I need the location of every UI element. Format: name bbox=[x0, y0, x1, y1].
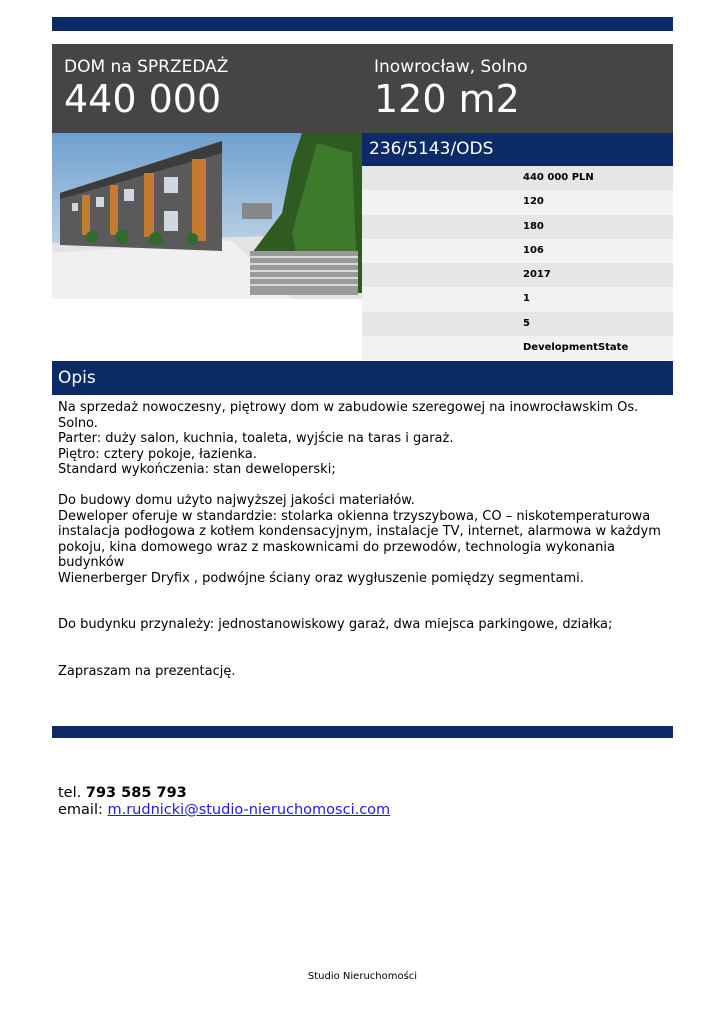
email-label: email: bbox=[58, 802, 103, 818]
description-heading: Opis bbox=[52, 361, 673, 395]
param-row: 106 bbox=[362, 239, 673, 263]
description-line: Standard wykończenia: stan deweloperski; bbox=[58, 462, 336, 477]
description-line: pokoju, kina domowego wraz z maskownicami do przewodów, technologia wykonania budynków bbox=[58, 539, 615, 570]
email-line bbox=[58, 802, 390, 819]
description-line: Do budynku przynależy: jednostanowiskowy garaż, dwa miejsca parkingowe, działka; bbox=[58, 617, 613, 632]
description-line: instalacja podłogowa z kotłem kondensacyjnym, instalacje TV, internet, alarmowa w każdym bbox=[58, 524, 661, 539]
phone-line bbox=[58, 785, 390, 802]
price: 440 000 bbox=[64, 77, 222, 121]
description-line: Parter: duży salon, kuchnia, toaleta, wyjście na taras i garaż. bbox=[58, 431, 454, 446]
top-accent-bar bbox=[52, 17, 673, 31]
header-right bbox=[374, 56, 528, 120]
param-row: 5 bbox=[362, 312, 673, 336]
phone-number[interactable]: 793 585 793 bbox=[85, 785, 187, 801]
email-link[interactable]: m.rudnicki@studio-nieruchomosci.com bbox=[107, 802, 391, 818]
parameters-table bbox=[362, 166, 673, 360]
param-row: DevelopmentState bbox=[362, 336, 673, 360]
header-left bbox=[64, 56, 228, 120]
location: Inowrocław, Solno bbox=[374, 57, 528, 77]
description-body bbox=[58, 400, 668, 679]
description-line: Piętro: cztery pokoje, łazienka. bbox=[58, 446, 257, 462]
offer-type: DOM na SPRZEDAŻ bbox=[64, 57, 229, 77]
param-row: 120 bbox=[362, 190, 673, 214]
description-line: Wienerberger Dryfix , podwójne ściany oraz wygłuszenie pomiędzy segmentami. bbox=[58, 570, 584, 586]
description-line: Zapraszam na prezentację. bbox=[58, 663, 236, 679]
area: 120 m2 bbox=[374, 77, 520, 121]
param-row: 2017 bbox=[362, 263, 673, 287]
param-row: 180 bbox=[362, 215, 673, 239]
param-row: 440 000 PLN bbox=[362, 166, 673, 190]
listing-header bbox=[52, 44, 673, 133]
reference-number: 236/5143/ODS bbox=[362, 133, 673, 166]
description-line: Na sprzedaż nowoczesny, piętrowy dom w zabudowie szeregowej na inowrocławskim Os. Solno. bbox=[58, 400, 639, 431]
bottom-accent-bar bbox=[52, 726, 673, 738]
param-row: 1 bbox=[362, 287, 673, 311]
description-line: Deweloper oferuje w standardzie: stolarka okienna trzyszybowa, CO – niskotemperaturowa bbox=[58, 508, 651, 524]
footer-company: Studio Nieruchomości bbox=[307, 971, 418, 982]
description-line: Do budowy domu użyto najwyższej jakości materiałów. bbox=[58, 493, 415, 508]
property-photo[interactable] bbox=[52, 133, 362, 299]
contact-info bbox=[58, 785, 390, 819]
phone-label: tel. bbox=[58, 785, 82, 801]
